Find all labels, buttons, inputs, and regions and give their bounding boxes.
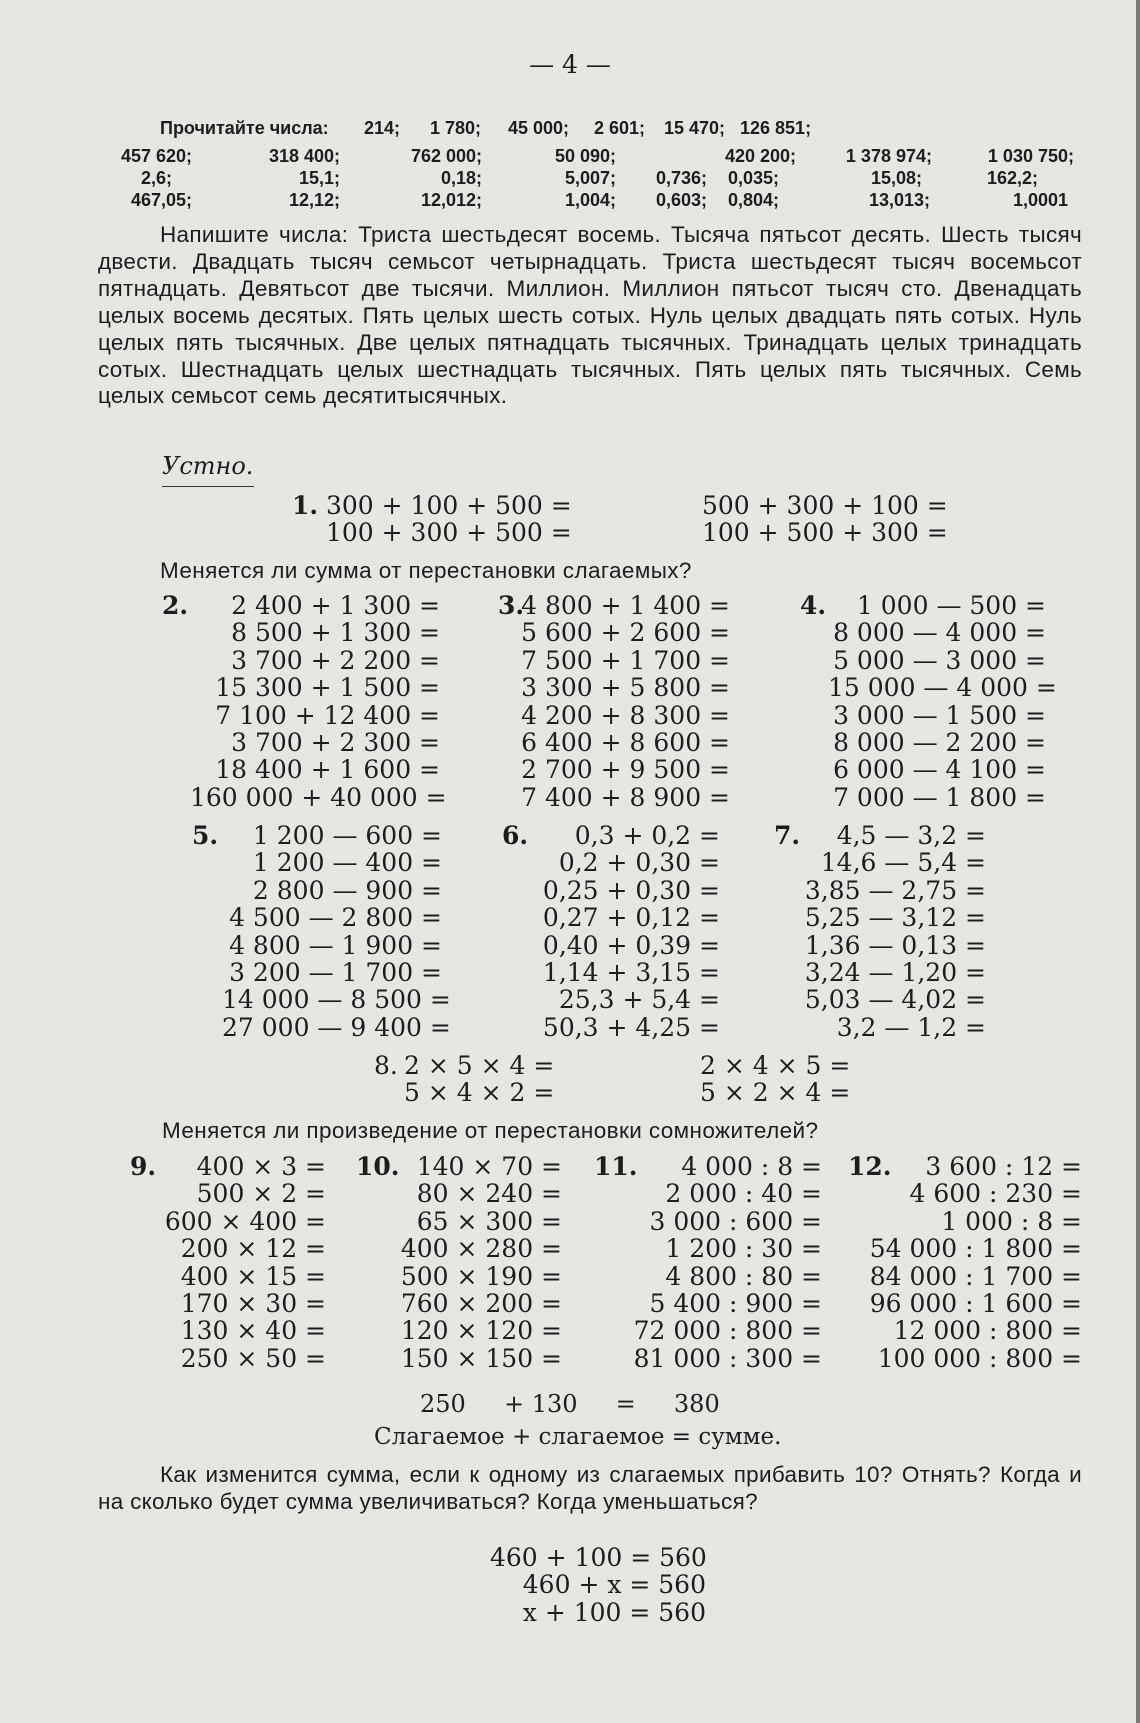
exercise-3-number: 3. [498, 591, 525, 620]
question-change-paragraph [98, 1462, 1082, 1516]
exercise-11 [630, 1153, 822, 1372]
number-item: 467,05; [130, 190, 192, 210]
write-numbers-paragraph [98, 222, 1082, 410]
exercise-12 [864, 1153, 1082, 1372]
expression: 130 × 40 = [180, 1316, 326, 1346]
expression: 3,2 — 1,2 = [836, 1012, 986, 1042]
expression: 7 400 + 8 900 = [521, 782, 730, 812]
number-item: 1,0001 [1012, 190, 1068, 210]
number-item: 12,012; [420, 190, 482, 210]
expression: 3,24 — 1,20 = [804, 957, 986, 987]
exercise-7-number: 7. [774, 821, 801, 850]
expression: 0,25 + 0,30 = [542, 875, 720, 905]
number-item: 13,013; [868, 190, 930, 210]
exercise-2 [190, 591, 447, 812]
equation: 460 + 100 = 560 [490, 1543, 707, 1572]
expression: 400 × 3 = [196, 1152, 326, 1181]
expression: 0,3 + 0,2 = [574, 821, 720, 850]
sum-example: 250 + 130 = 380 [420, 1390, 720, 1418]
number-item: 5,007; [564, 168, 616, 188]
exercise-1-number: 1. [292, 491, 319, 520]
number-item: 15,08; [870, 168, 922, 188]
expression: 4 800 + 1 400 = [521, 591, 730, 620]
expression: 500 × 190 = [400, 1261, 562, 1291]
number-item: 1 780; [430, 118, 482, 138]
exercise-2-number: 2. [162, 591, 189, 620]
expression: 3 300 + 5 800 = [521, 673, 730, 703]
expression: 150 × 150 = [400, 1343, 562, 1373]
page-edge [1136, 0, 1140, 1723]
expression: 500 × 2 = [196, 1179, 326, 1209]
expression: 8 000 — 4 000 = [833, 618, 1046, 648]
expression: 4 500 — 2 800 = [229, 903, 442, 933]
equation: 460 + x = 560 [522, 1570, 706, 1600]
page-number: — 4 — [529, 50, 611, 79]
exercise-4 [828, 591, 1057, 812]
expression: 84 000 : 1 700 = [869, 1261, 1082, 1291]
number-item: 0,603; [656, 190, 708, 210]
expression: 140 × 70 = [416, 1152, 562, 1181]
expression: 50,3 + 4,25 = [542, 1012, 720, 1042]
number-item: 0,736; [656, 168, 708, 188]
exercise-5 [222, 821, 451, 1042]
exercise-6-number: 6. [502, 821, 529, 850]
exercise-1-left [326, 492, 572, 547]
number-item: 1,004; [564, 190, 616, 210]
expression: 4 200 + 8 300 = [521, 700, 730, 730]
equations [490, 1544, 706, 1626]
expression: 300 + 100 + 500 = [326, 491, 572, 520]
expression: 54 000 : 1 800 = [869, 1234, 1082, 1264]
expression: 400 × 280 = [400, 1234, 562, 1264]
number-item: 126 851; [740, 118, 812, 138]
equation: x + 100 = 560 [522, 1597, 706, 1627]
expression: 0,27 + 0,12 = [542, 903, 720, 933]
expression: 5 × 2 × 4 = [700, 1078, 851, 1108]
expression: 1,36 — 0,13 = [804, 930, 986, 960]
exercise-5-number: 5. [192, 821, 219, 850]
expression: 5 000 — 3 000 = [833, 645, 1046, 675]
expression: 250 × 50 = [180, 1343, 326, 1373]
read-numbers-label: Прочитайте числа: [160, 118, 329, 138]
exercise-11-number: 11. [594, 1152, 638, 1181]
number-item: 15,1; [298, 168, 340, 188]
expression: 400 × 15 = [180, 1261, 326, 1291]
expression: 5 600 + 2 600 = [521, 618, 730, 648]
expression: 14,6 — 5,4 = [820, 848, 986, 878]
number-item: 45 000; [508, 118, 570, 138]
exercise-6 [520, 822, 720, 1041]
expression: 6 000 — 4 100 = [833, 755, 1046, 785]
number-item: 162,2; [986, 168, 1038, 188]
expression: 7 000 — 1 800 = [833, 782, 1046, 812]
expression: 2 000 : 40 = [665, 1179, 822, 1209]
expression: 15 000 — 4 000 = [828, 673, 1057, 703]
expression: 4,5 — 3,2 = [836, 821, 986, 850]
exercise-8-left [404, 1052, 554, 1107]
exercise-4-number: 4. [800, 591, 827, 620]
expression: 4 600 : 230 = [909, 1179, 1082, 1209]
expression: 0,2 + 0,30 = [558, 848, 720, 878]
number-item: 2,6; [140, 168, 172, 188]
expression: 7 100 + 12 400 = [215, 700, 440, 730]
number-item: 420 200; [724, 146, 796, 166]
expression: 5 × 4 × 2 = [404, 1078, 555, 1108]
oral-heading-underline [162, 486, 254, 487]
expression: 5 400 : 900 = [649, 1288, 822, 1318]
number-item: 0,18; [440, 168, 482, 188]
expression: 5,25 — 3,12 = [804, 903, 986, 933]
expression: 600 × 400 = [164, 1206, 326, 1236]
exercise-8-right [700, 1052, 850, 1107]
expression: 2 × 4 × 5 = [700, 1051, 851, 1080]
number-item: 0,804; [728, 190, 780, 210]
expression: 1 200 : 30 = [665, 1234, 822, 1264]
expression: 5,03 — 4,02 = [804, 985, 986, 1015]
number-item: 15 470; [664, 118, 726, 138]
expression: 6 400 + 8 600 = [521, 727, 730, 757]
expression: 3 200 — 1 700 = [229, 957, 442, 987]
expression: 100 + 300 + 500 = [326, 518, 572, 548]
oral-heading: Устно. [162, 452, 254, 480]
number-item: 12,12; [288, 190, 340, 210]
expression: 100 000 : 800 = [877, 1343, 1082, 1373]
expression: 1 000 : 8 = [941, 1206, 1082, 1236]
expression: 160 000 + 40 000 = [190, 782, 447, 812]
number-item: 318 400; [268, 146, 340, 166]
number-item: 762 000; [410, 146, 482, 166]
expression: 4 000 : 8 = [681, 1152, 822, 1181]
expression: 120 × 120 = [400, 1316, 562, 1346]
expression: 2 800 — 900 = [252, 875, 442, 905]
expression: 72 000 : 800 = [633, 1316, 822, 1346]
expression: 25,3 + 5,4 = [558, 985, 720, 1015]
exercise-1-right [702, 492, 948, 547]
expression: 81 000 : 300 = [633, 1343, 822, 1373]
expression: 2 × 5 × 4 = [404, 1051, 555, 1080]
expression: 170 × 30 = [180, 1288, 326, 1318]
expression: 2 400 + 1 300 = [231, 591, 440, 620]
expression: 4 800 : 80 = [665, 1261, 822, 1291]
number-item: 214; [364, 118, 401, 138]
exercise-9-number: 9. [130, 1152, 157, 1181]
exercise-9 [150, 1153, 326, 1372]
expression: 4 800 — 1 900 = [229, 930, 442, 960]
expression: 27 000 — 9 400 = [222, 1012, 451, 1042]
question-change-text: Как изменится сумма, если к одному из слагаемых прибавить 10? Отнять? Когда и на сколько будет сумма увеличиваться? Когда уменьшаться? [98, 1462, 1082, 1514]
expression: 14 000 — 8 500 = [222, 985, 451, 1015]
exercise-8-number: 8. [374, 1051, 398, 1080]
expression: 80 × 240 = [416, 1179, 562, 1209]
exercise-10-number: 10. [356, 1152, 400, 1181]
expression: 500 + 300 + 100 = [702, 491, 948, 520]
expression: 200 × 12 = [180, 1234, 326, 1264]
expression: 760 × 200 = [400, 1288, 562, 1318]
number-item: 2 601; [594, 118, 646, 138]
expression: 1 200 — 400 = [252, 848, 442, 878]
exercise-3 [520, 592, 730, 811]
question-product: Меняется ли произведение от перестановки сомножителей? [162, 1118, 819, 1143]
expression: 96 000 : 1 600 = [869, 1288, 1082, 1318]
exercise-10 [398, 1153, 562, 1372]
expression: 1 200 — 600 = [252, 821, 442, 850]
write-numbers-text: Напишите числа: Триста шестьдесят восемь. Тысяча пятьсот десять. Шесть тысяч двести. Двадцать тысяч семьсот четырнадцать. Триста шестьдесят тысяч восемьсот пятнадцать. Девятьсот две тысячи. Миллион. Миллион пятьсот тысяч сто. Двенадцать целых восемь десятых. Пять целых шесть сотых. Нуль целых двадцать пять сотых. Нуль целых пять тысячных. Две целых пятнадцать тысячных. Тринадцать целых тринадцать сотых. Шестнадцать целых шестнадцать тысячных. Пять целых пять тысячных. Семь целых семьсот семь десятитысячных. [98, 222, 1082, 409]
expression: 65 × 300 = [416, 1206, 562, 1236]
number-item: 0,035; [728, 168, 780, 188]
expression: 8 000 — 2 200 = [833, 727, 1046, 757]
number-item: 1 378 974; [845, 146, 932, 166]
expression: 0,40 + 0,39 = [542, 930, 720, 960]
number-item: 457 620; [120, 146, 192, 166]
exercise-7 [790, 822, 986, 1041]
expression: 8 500 + 1 300 = [231, 618, 440, 648]
question-sum: Меняется ли сумма от перестановки слагаемых? [160, 558, 692, 583]
expression: 3,85 — 2,75 = [804, 875, 986, 905]
number-item: 50 090; [554, 146, 616, 166]
number-item: 1 030 750; [987, 146, 1074, 166]
expression: 2 700 + 9 500 = [521, 755, 730, 785]
expression: 100 + 500 + 300 = [702, 518, 948, 548]
expression: 15 300 + 1 500 = [215, 673, 440, 703]
sum-rule: Слагаемое + слагаемое = сумме. [374, 1424, 782, 1450]
expression: 3 700 + 2 300 = [231, 727, 440, 757]
expression: 3 600 : 12 = [925, 1152, 1082, 1181]
expression: 1 000 — 500 = [856, 591, 1046, 620]
expression: 3 000 : 600 = [649, 1206, 822, 1236]
expression: 7 500 + 1 700 = [521, 645, 730, 675]
expression: 12 000 : 800 = [893, 1316, 1082, 1346]
expression: 3 000 — 1 500 = [833, 700, 1046, 730]
exercise-12-number: 12. [848, 1152, 892, 1181]
expression: 1,14 + 3,15 = [542, 957, 720, 987]
expression: 3 700 + 2 200 = [231, 645, 440, 675]
expression: 18 400 + 1 600 = [215, 755, 440, 785]
